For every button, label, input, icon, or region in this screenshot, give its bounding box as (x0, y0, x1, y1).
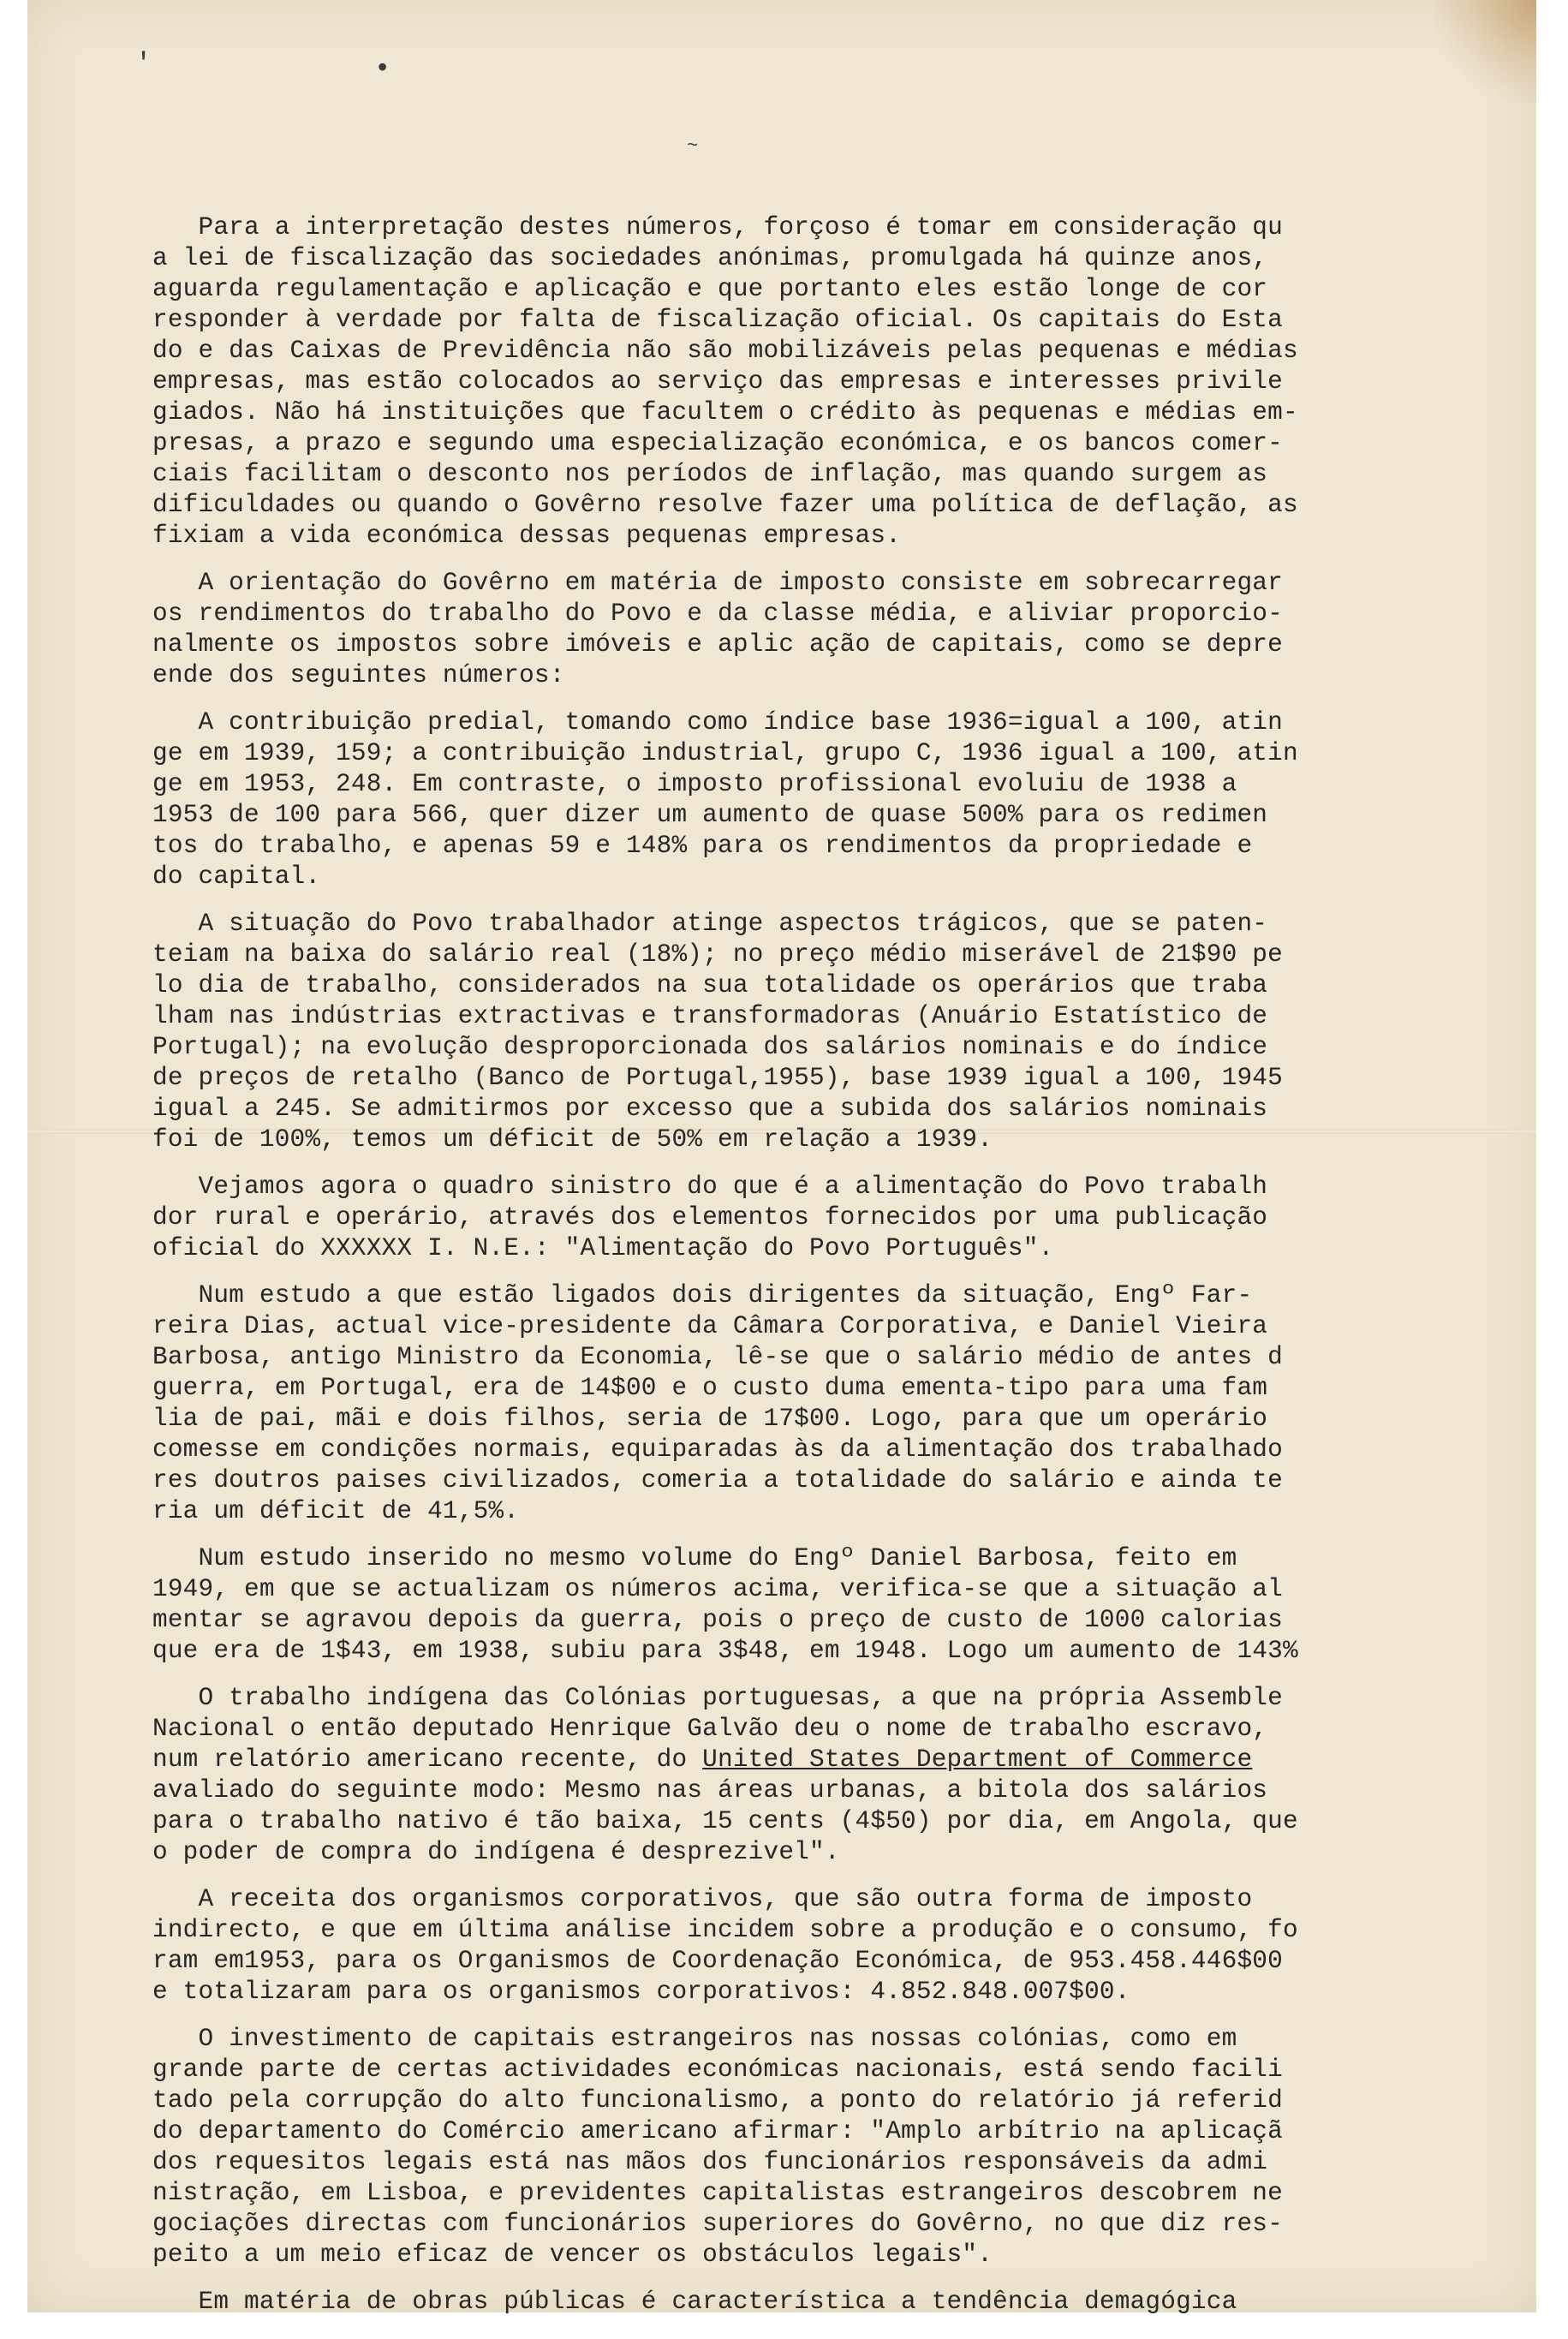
text-line: lia de pai, mãi e dois filhos, seria de 17$00. Logo, para que um operário (152, 1405, 1268, 1433)
text-line: lham nas indústrias extractivas e transformadoras (Anuário Estatístico de (152, 1002, 1268, 1030)
text-line: nalmente os impostos sobre imóveis e aplic ação de capitais, como se depre (152, 630, 1283, 659)
ink-mark: ' (135, 48, 152, 80)
text-line: ria um déficit de 41,5%. (152, 1497, 520, 1525)
text-line: dos requesitos legais está nas mãos dos funcionários responsáveis da admi (152, 2148, 1268, 2176)
text-line: O trabalho indígena das Colónias portuguesas, a que na própria Assemble (152, 1684, 1283, 1712)
paragraph (152, 2287, 1411, 2318)
text-line: comesse em condições normais, equiparadas às da alimentação dos trabalhado (152, 1435, 1283, 1464)
text-line (152, 1745, 1411, 1775)
paragraph (152, 909, 1411, 1155)
text-line: dor rural e operário, através dos elementos fornecidos por uma publicação (152, 1203, 1268, 1232)
text-line: avaliado do seguinte modo: Mesmo nas áreas urbanas, a bitola dos salários (152, 1776, 1268, 1805)
text-line: ram em1953, para os Organismos de Coordenação Económica, de 953.458.446$00 (152, 1947, 1283, 1975)
paragraph (152, 568, 1411, 691)
text-line: A contribuição predial, tomando como índice base 1936=igual a 100, atin (152, 708, 1283, 737)
paragraph (152, 2024, 1411, 2270)
text-line: Num estudo inserido no mesmo volume do Engº Daniel Barbosa, feito em (152, 1544, 1237, 1572)
text-line: do departamento do Comércio americano afirmar: "Amplo arbítrio na aplicaçã (152, 2117, 1283, 2145)
text-line: nistração, em Lisboa, e previdentes capitalistas estrangeiros descobrem ne (152, 2179, 1283, 2207)
text-line: ciais facilitam o desconto nos períodos de inflação, mas quando surgem as (152, 460, 1268, 488)
text-line: lo dia de trabalho, considerados na sua totalidade os operários que traba (152, 971, 1268, 999)
text-line: aguarda regulamentação e aplicação e que portanto eles estão longe de cor (152, 275, 1268, 303)
text-line: igual a 245. Se admitirmos por excesso que a subida dos salários nominais (152, 1095, 1268, 1123)
text-line: ende dos seguintes números: (152, 661, 565, 689)
text-line: tado pela corrupção do alto funcionalismo, a ponto do relatório já referid (152, 2086, 1283, 2115)
paragraph (152, 212, 1411, 552)
text-line: indirecto, e que em última análise incidem sobre a produção e o consumo, fo (152, 1916, 1298, 1944)
text-line: dificuldades ou quando o Govêrno resolve fazer uma política de deflação, as (152, 491, 1298, 519)
text-line-start: num relatório americano recente, do (152, 1745, 703, 1774)
text-line: Nacional o então deputado Henrique Galvão deu o nome de trabalho escravo, (152, 1715, 1268, 1743)
text-line: para o trabalho nativo é tão baixa, 15 cents (4$50) por dia, em Angola, que (152, 1807, 1298, 1835)
ink-mark: ~ (687, 135, 699, 157)
text-line: A orientação do Govêrno em matéria de imposto consiste em sobrecarregar (152, 569, 1283, 597)
paper-stain (1434, 0, 1536, 103)
text-line: Em matéria de obras públicas é característica a tendência demagógica (152, 2288, 1237, 2316)
text-line: oficial do XXXXXX I. N.E.: "Alimentação do Povo Português". (152, 1234, 1054, 1262)
text-line: que era de 1$43, em 1938, subiu para 3$48, em 1948. Logo um aumento de 143% (152, 1637, 1298, 1665)
text-line: guerra, em Portugal, era de 14$00 e o custo duma ementa-tipo para uma fam (152, 1374, 1268, 1402)
text-line: do capital. (152, 862, 321, 891)
text-line: e totalizaram para os organismos corporativos: 4.852.848.007$00. (152, 1978, 1130, 2006)
text-line: foi de 100%, temos um déficit de 50% em relação a 1939. (152, 1125, 993, 1154)
text-line: teiam na baixa do salário real (18%); no preço médio miserável de 21$90 pe (152, 940, 1283, 969)
text-line: A situação do Povo trabalhador atinge aspectos trágicos, que se paten- (152, 910, 1268, 938)
text-line: 1949, em que se actualizam os números acima, verifica-se que a situação al (152, 1575, 1283, 1603)
text-line: res doutros paises civilizados, comeria a totalidade do salário e ainda te (152, 1466, 1283, 1495)
text-line: ge em 1953, 248. Em contraste, o imposto profissional evoluiu de 1938 a (152, 770, 1237, 798)
text-line: tos do trabalho, e apenas 59 e 148% para os rendimentos da propriedade e (152, 832, 1253, 860)
text-line: reira Dias, actual vice-presidente da Câmara Corporativa, e Daniel Vieira (152, 1312, 1268, 1340)
text-line: responder à verdade por falta de fiscalização oficial. Os capitais do Esta (152, 306, 1283, 334)
text-line: do e das Caixas de Previdência não são mobilizáveis pelas pequenas e médias (152, 337, 1298, 365)
text-line: a lei de fiscalização das sociedades anónimas, promulgada há quinze anos, (152, 244, 1268, 272)
ink-mark: • (374, 53, 391, 85)
text-line: presas, a prazo e segundo uma especialização económica, e os bancos comer- (152, 429, 1283, 457)
text-line: grande parte de certas actividades económicas nacionais, está sendo facili (152, 2056, 1283, 2084)
text-line: Vejamos agora o quadro sinistro do que é a alimentação do Povo trabalh (152, 1172, 1268, 1201)
text-line: de preços de retalho (Banco de Portugal,1955), base 1939 igual a 100, 1945 (152, 1064, 1283, 1092)
text-line: A receita dos organismos corporativos, que são outra forma de imposto (152, 1885, 1253, 1913)
text-line: peito a um meio eficaz de vencer os obstáculos legais". (152, 2241, 993, 2269)
text-line: os rendimentos do trabalho do Povo e da classe média, e aliviar proporcio- (152, 600, 1283, 628)
text-line: mentar se agravou depois da guerra, pois o preço de custo de 1000 calorias (152, 1606, 1283, 1634)
text-line: o poder de compra do indígena é desprezivel". (152, 1838, 840, 1866)
text-line: Para a interpretação destes números, forçoso é tomar em consideração qu (152, 213, 1283, 242)
text-line: 1953 de 100 para 566, quer dizer um aumento de quase 500% para os redimen (152, 801, 1268, 829)
paragraph (152, 707, 1411, 892)
text-line: Num estudo a que estão ligados dois dirigentes da situação, Engº Far- (152, 1281, 1253, 1310)
paragraph (152, 1172, 1411, 1264)
text-line: gociações directas com funcionários superiores do Govêrno, no que diz res- (152, 2210, 1283, 2238)
paragraph (152, 1683, 1411, 1868)
text-line: giados. Não há instituições que facultem o crédito às pequenas e médias em- (152, 398, 1298, 427)
text-line: ge em 1939, 159; a contribuição industrial, grupo C, 1936 igual a 100, atin (152, 739, 1298, 767)
text-line: fixiam a vida económica dessas pequenas empresas. (152, 522, 902, 550)
text-line: O investimento de capitais estrangeiros nas nossas colónias, como em (152, 2025, 1237, 2053)
paragraph (152, 1884, 1411, 2008)
text-line: empresas, mas estão colocados ao serviço das empresas e interesses privile (152, 367, 1283, 396)
paragraph (152, 1280, 1411, 1527)
document-body (152, 212, 1411, 2334)
text-line: Portugal); na evolução desproporcionada dos salários nominais e do índice (152, 1033, 1268, 1061)
underlined-source: United States Department of Commerce (702, 1745, 1253, 1774)
paragraph (152, 1543, 1411, 1667)
text-line: Barbosa, antigo Ministro da Economia, lê-se que o salário médio de antes d (152, 1343, 1283, 1371)
